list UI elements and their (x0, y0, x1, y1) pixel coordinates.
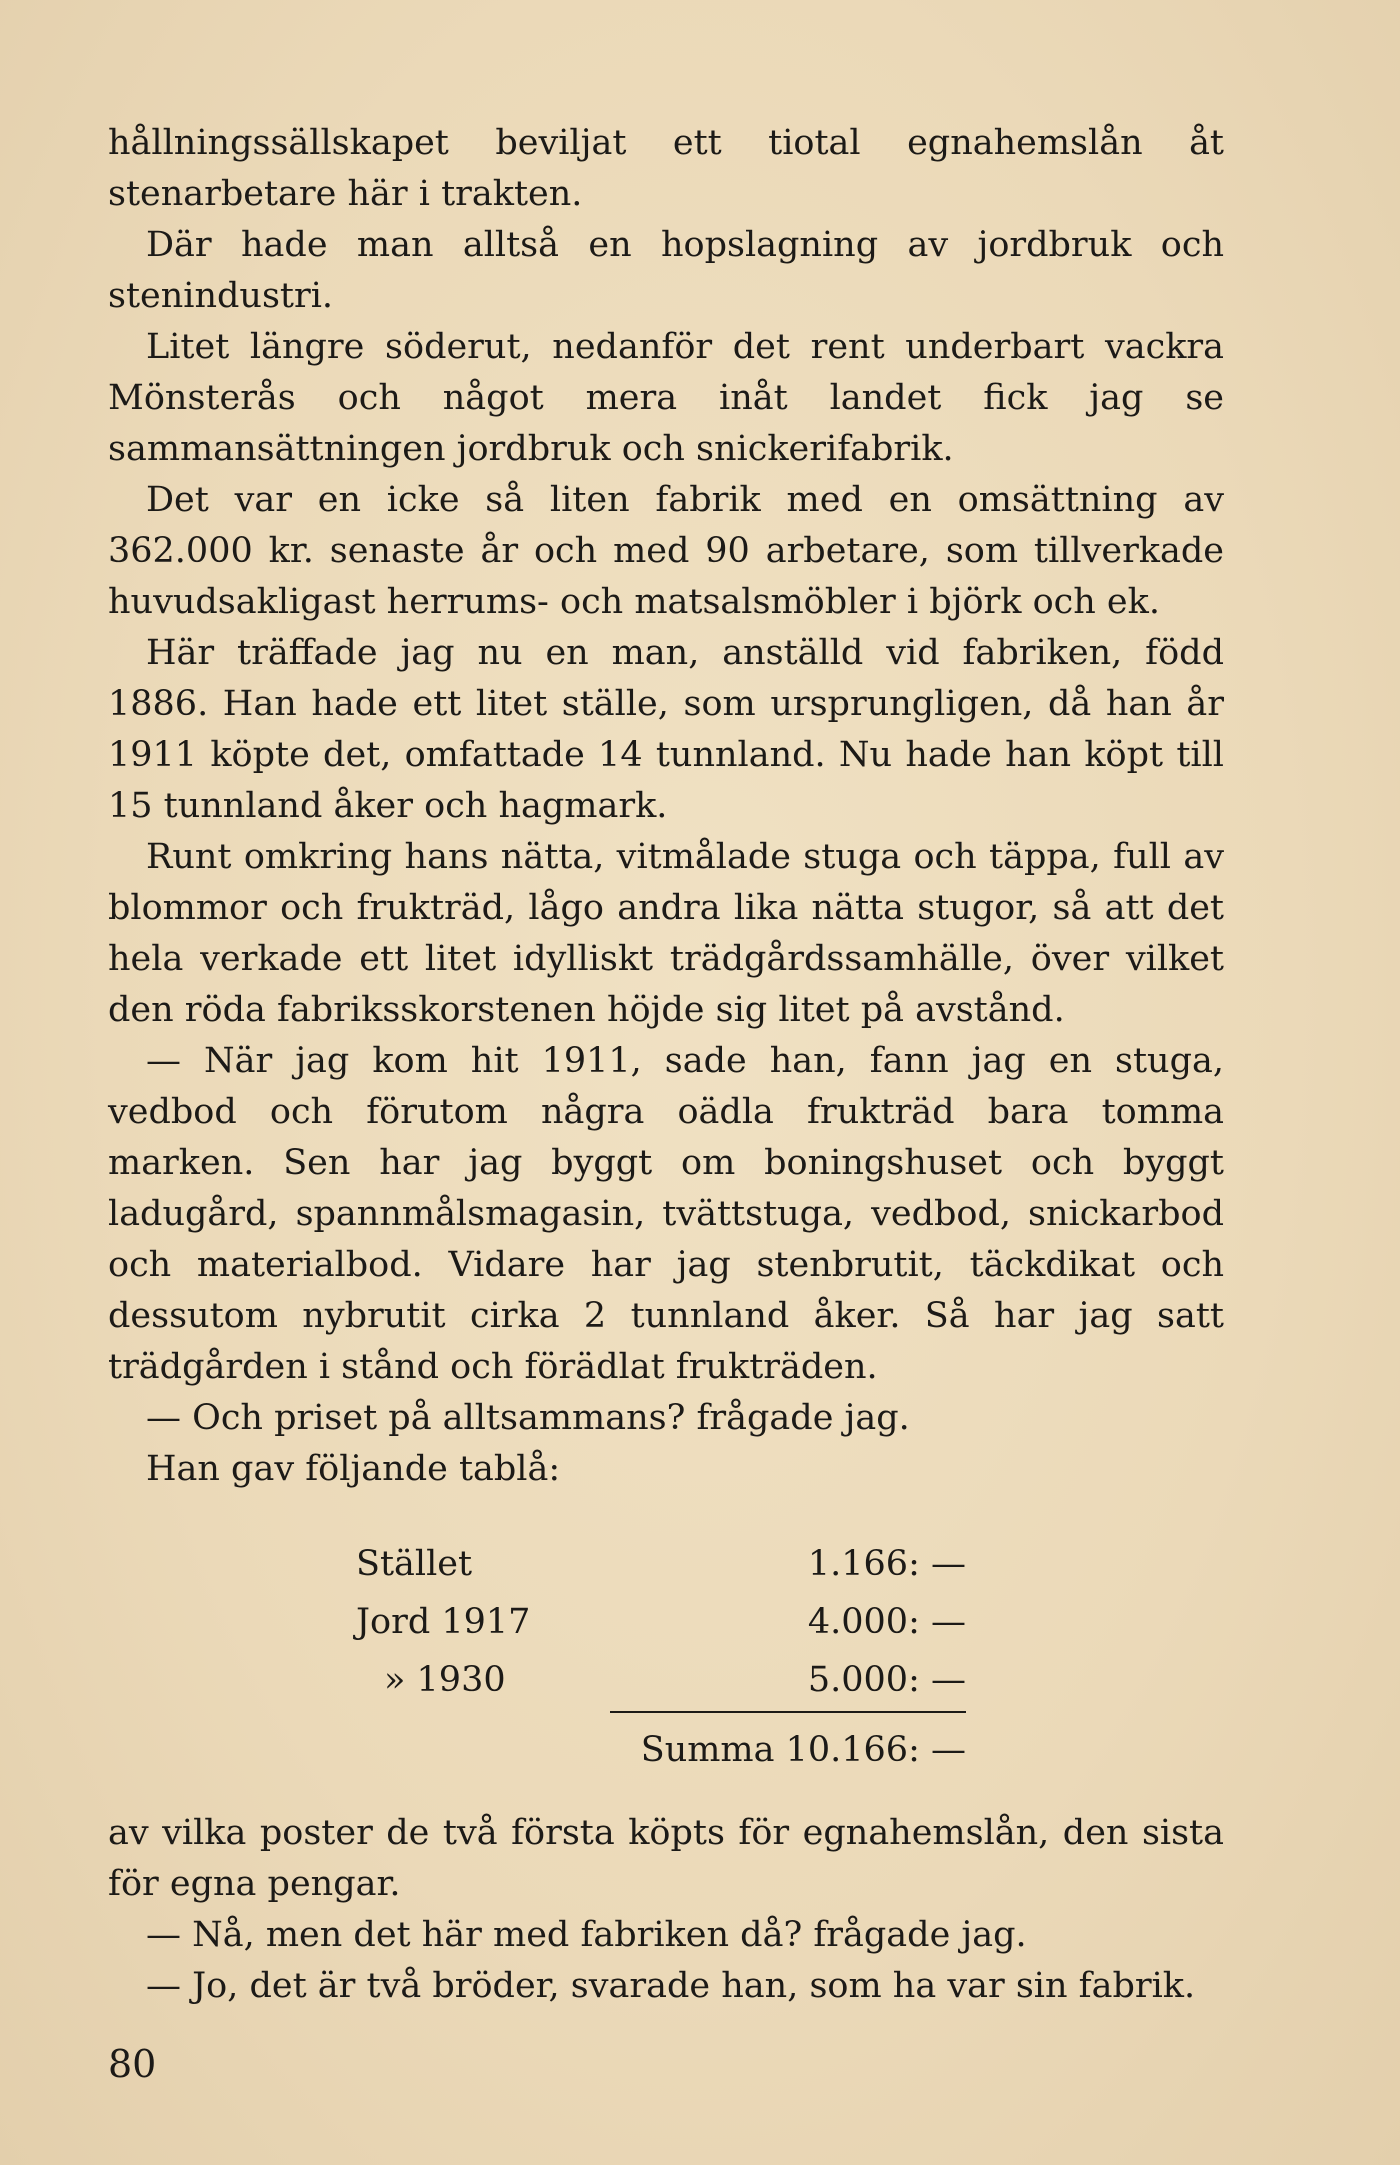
page-number: 80 (108, 2042, 157, 2086)
total-value: Summa 10.166: — (640, 1730, 966, 1770)
total-row (356, 1721, 966, 1779)
price-table (356, 1535, 966, 1770)
body-text-upper (108, 118, 1224, 1495)
paragraph-3: Litet längre söderut, nedanför det rent underbart vackra Mönsterås och något mera inåt landet fick jag se sammansättningen jordbruk och snickerifabrik. (108, 327, 1224, 469)
body-text-lower (108, 1808, 1224, 2012)
table-row (356, 1593, 966, 1651)
paragraph-7: — När jag kom hit 1911, sade han, fann jag en stuga, vedbod och förutom några oädla frukträd bara tomma marken. Sen har jag byggt om boningshuset och byggt ladugård, spannmålsmagasin, tvättstuga, vedbod, snickarbod och materialbod. Vidare har jag stenbrutit, täckdikat och dessutom nybrutit cirka 2 tunnland åker. Så har jag satt trädgården i stånd och förädlat frukträden. (108, 1041, 1224, 1387)
row-value: 5.000: — (807, 1660, 966, 1700)
table-row (356, 1651, 966, 1709)
paragraph-11: — Nå, men det här med fabriken då? frågade jag. (146, 1915, 1027, 1955)
paragraph-1: hållningssällskapet beviljat ett tiotal egnahemslån åt stenarbetare här i trakten. (108, 123, 1224, 214)
table-row (356, 1535, 966, 1593)
row-value: 4.000: — (807, 1602, 966, 1642)
paragraph-8: — Och priset på alltsammans? frågade jag. (146, 1398, 910, 1438)
row-value: 1.166: — (807, 1544, 966, 1584)
paragraph-2: Där hade man alltså en hopslagning av jordbruk och stenindustri. (108, 225, 1224, 316)
paragraph-6: Runt omkring hans nätta, vitmålade stuga och täppa, full av blommor och frukträd, lågo andra lika nätta stugor, så att det hela verkade ett litet idylliskt trädgårdssamhälle, över vilket den röda fabriksskorstenen höjde sig litet på avstånd. (108, 837, 1224, 1030)
sum-divider (610, 1711, 966, 1713)
paragraph-5: Här träffade jag nu en man, anställd vid fabriken, född 1886. Han hade ett litet ställe, som ursprungligen, då han år 1911 köpte det, omfattade 14 tunnland. Nu hade han köpt till 15 tunnland åker och hagmark. (108, 633, 1224, 826)
paragraph-9: Han gav följande tablå: (146, 1449, 561, 1489)
row-label: Stället (356, 1544, 473, 1584)
row-label: Jord 1917 (356, 1602, 531, 1642)
paragraph-10: av vilka poster de två första köpts för egnahemslån, den sista för egna pengar. (108, 1813, 1224, 1904)
paragraph-12: — Jo, det är två bröder, svarade han, som ha var sin fabrik. (146, 1966, 1196, 2006)
paragraph-4: Det var en icke så liten fabrik med en omsättning av 362.000 kr. senaste år och med 90 arbetare, som tillverkade huvudsakligast herrums- och matsalsmöbler i björk och ek. (108, 480, 1224, 622)
row-label: » 1930 (384, 1660, 506, 1700)
